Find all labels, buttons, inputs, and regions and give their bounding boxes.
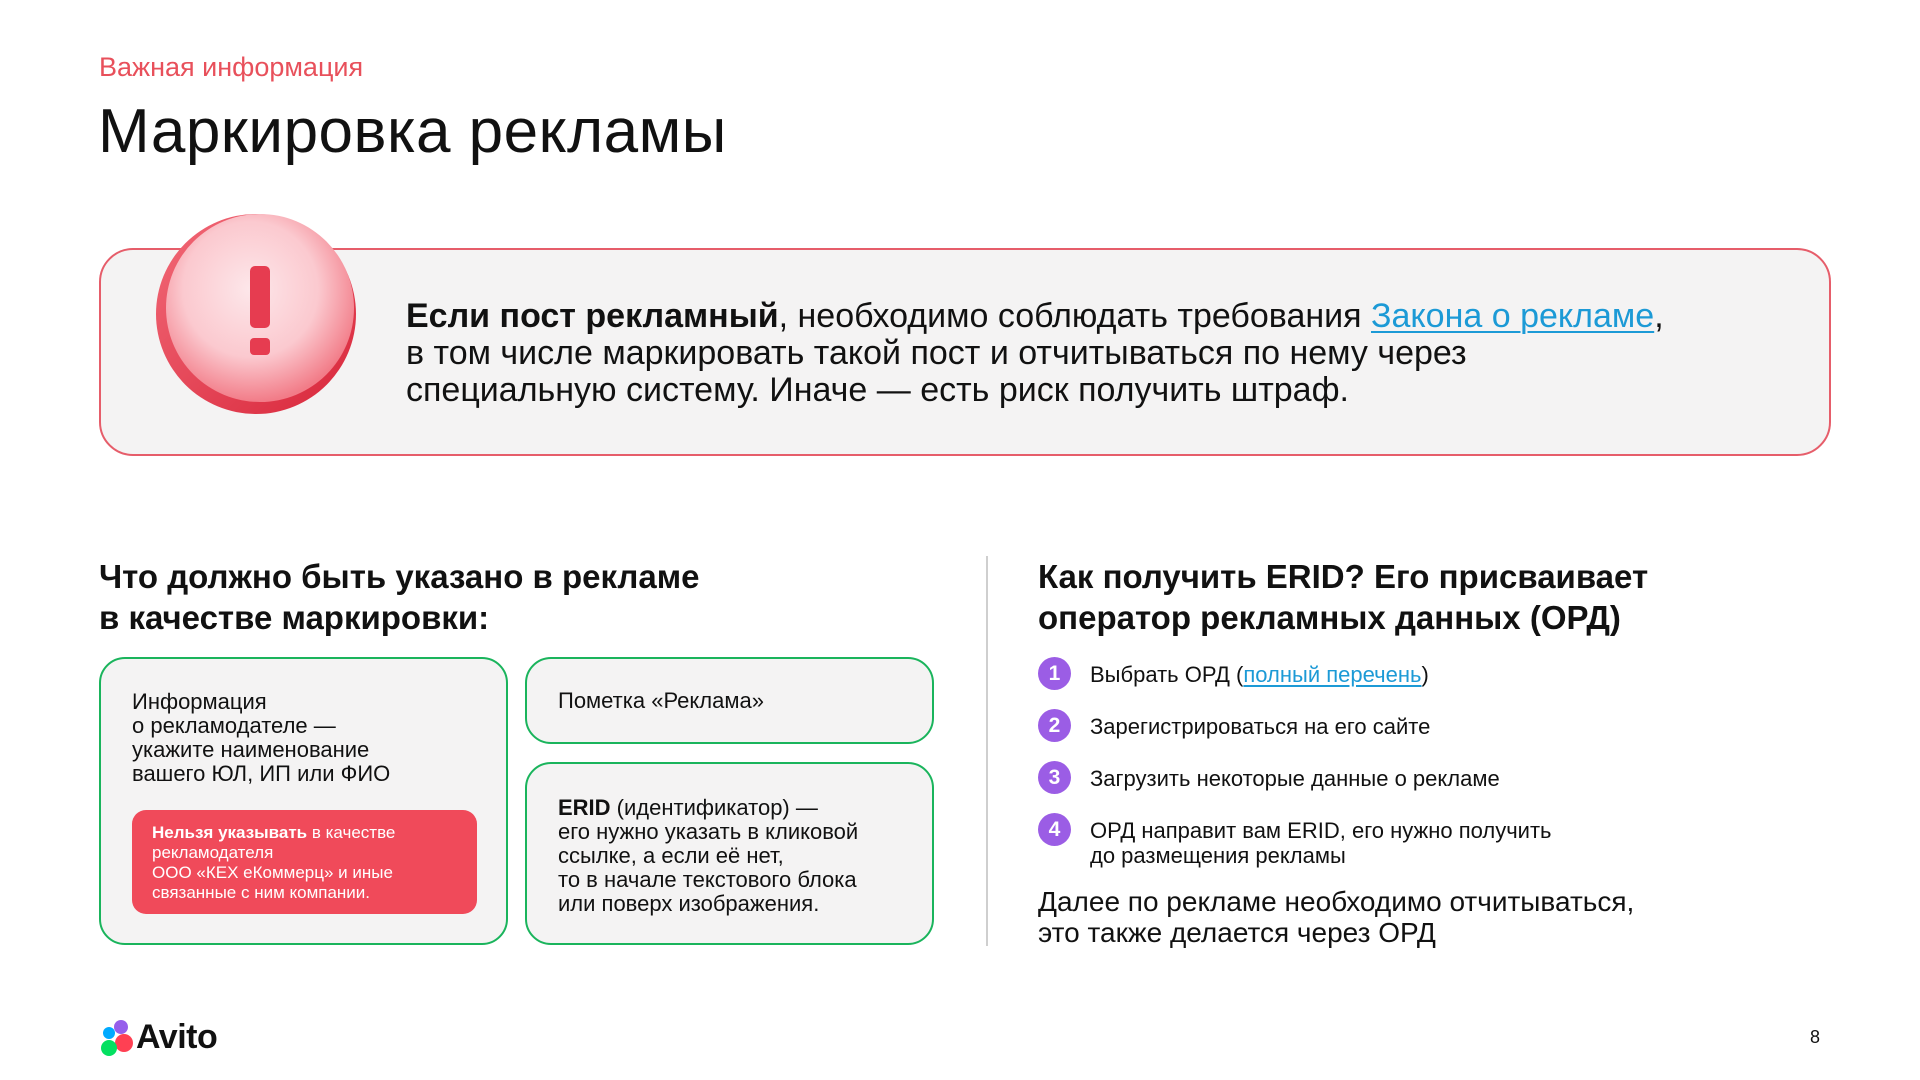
reporting-note <box>1038 886 1838 948</box>
card-line: вашего ЮЛ, ИП или ФИО <box>132 761 391 786</box>
card-line: то в начале текстового блока <box>558 867 857 892</box>
warning-comma: , <box>1654 297 1664 335</box>
note-line: Далее по рекламе необходимо отчитываться, <box>1038 886 1635 917</box>
advertiser-info-card <box>99 657 508 945</box>
step-text: Загрузить некоторые данные о рекламе <box>1090 766 1500 791</box>
step-item <box>1038 813 1838 873</box>
warning-line-3: специальную систему. Иначе — есть риск получить штраф. <box>406 371 1350 409</box>
left-heading-line: Что должно быть указано в рекламе <box>99 558 700 595</box>
prohibition-note <box>132 810 477 914</box>
step-text-part: Выбрать ОРД ( <box>1090 662 1244 687</box>
step-number-badge: 4 <box>1038 813 1071 846</box>
warning-bold: Если пост рекламный <box>406 297 779 335</box>
ord-list-link[interactable]: полный перечень <box>1243 662 1422 687</box>
warning-text <box>406 298 1786 409</box>
step-item <box>1038 709 1838 769</box>
avito-logo <box>99 1017 239 1057</box>
step-number-badge: 2 <box>1038 709 1071 742</box>
overline: Важная информация <box>99 52 364 82</box>
right-heading-line: Как получить ERID? Его присваивает <box>1038 558 1649 595</box>
erid-text <box>558 796 918 916</box>
left-heading-line: в качестве маркировки: <box>99 599 490 636</box>
advertiser-info-text <box>132 690 482 786</box>
prohibition-line: связанные с ним компании. <box>152 883 371 902</box>
card-line: Информация <box>132 689 267 714</box>
step-line: ОРД направит вам ERID, его нужно получить <box>1090 818 1552 843</box>
column-divider <box>986 556 988 946</box>
erid-card <box>525 762 934 945</box>
prohibition-line: ООО «КЕХ еКоммерц» и иные <box>152 863 393 882</box>
ad-label-card <box>525 657 934 744</box>
prohibition-text: в качестве <box>307 823 396 842</box>
card-line: его нужно указать в кликовой <box>558 819 859 844</box>
page-title: Маркировка рекламы <box>98 97 727 166</box>
erid-bold: ERID <box>558 795 611 820</box>
exclamation-warning-icon <box>150 208 356 414</box>
step-item <box>1038 761 1838 821</box>
erid-text-part: (идентификатор) — <box>610 795 818 820</box>
note-line: это также делается через ОРД <box>1038 917 1436 948</box>
law-link[interactable]: Закона о рекламе <box>1370 297 1655 335</box>
logo-word: Avito <box>136 1018 218 1056</box>
warning-line-2: в том числе маркировать такой пост и отчитываться по нему через <box>406 334 1467 372</box>
page-number: 8 <box>1810 1027 1821 1047</box>
right-heading-line: оператор рекламных данных (ОРД) <box>1038 599 1621 636</box>
left-heading <box>99 556 959 638</box>
step-text <box>1090 662 1810 687</box>
card-line: или поверх изображения. <box>558 891 820 916</box>
step-number-badge: 3 <box>1038 761 1071 794</box>
prohibition-line: рекламодателя <box>152 843 274 862</box>
warning-text-part: , необходимо соблюдать требования <box>778 297 1371 335</box>
step-text <box>1090 818 1810 868</box>
logo-dots-icon <box>99 1017 135 1057</box>
step-number-badge: 1 <box>1038 657 1071 690</box>
step-text-part: ) <box>1421 662 1429 687</box>
step-line: до размещения рекламы <box>1090 843 1346 868</box>
prohibition-bold: Нельзя указывать <box>152 823 308 842</box>
step-text: Зарегистрироваться на его сайте <box>1090 714 1431 739</box>
ad-label-text: Пометка «Реклама» <box>558 688 764 713</box>
card-line: о рекламодателе — <box>132 713 336 738</box>
card-line: укажите наименование <box>132 737 370 762</box>
card-line: ссылке, а если её нет, <box>558 843 784 868</box>
right-heading <box>1038 556 1838 638</box>
step-item <box>1038 657 1838 717</box>
